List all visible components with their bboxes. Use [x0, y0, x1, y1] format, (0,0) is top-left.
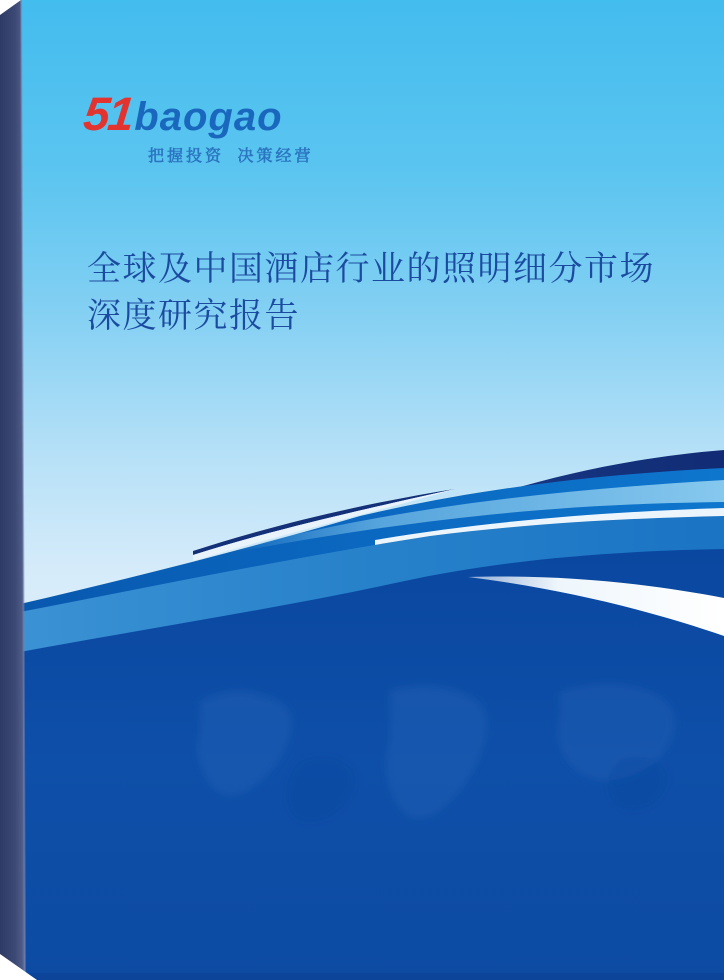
logo	[81, 87, 283, 140]
logo-brand: baogao	[134, 95, 283, 139]
title-line-2: 深度研究报告	[87, 297, 300, 335]
report-title	[87, 246, 687, 340]
logo-tagline: 把握投资 决策经营	[148, 148, 314, 165]
bottom-edge-shadow	[20, 973, 724, 980]
logo-prefix: 51	[81, 87, 136, 140]
title-line-1: 全球及中国酒店行业的照明细分市场	[87, 250, 655, 288]
